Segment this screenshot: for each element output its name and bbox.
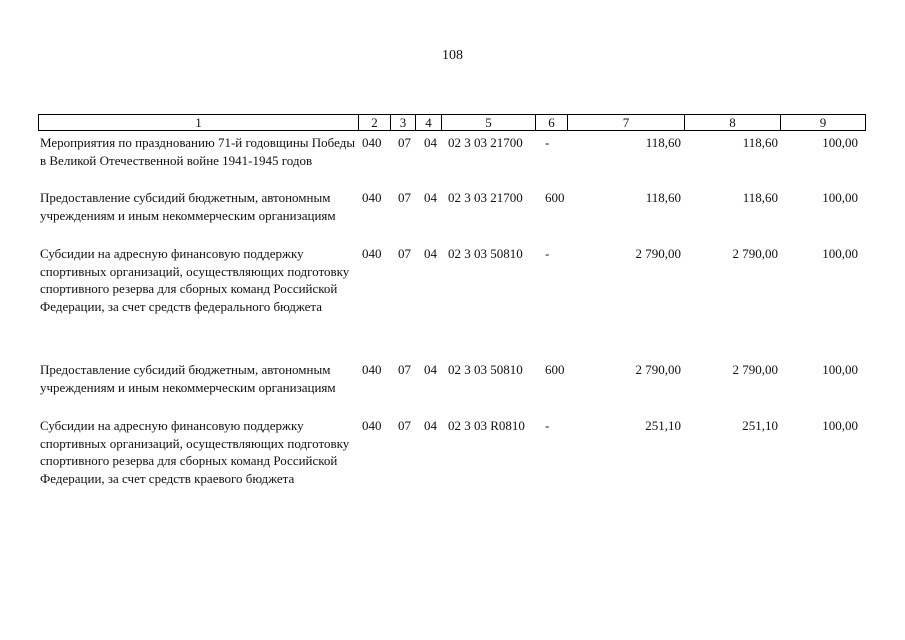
cell-col-6: 600 (545, 362, 565, 377)
header-col-9: 9 (780, 114, 866, 131)
header-col-4: 4 (415, 114, 442, 131)
row-name: Субсидии на адресную финансовую поддержку спортивных организаций, осуществляющих подготовку спортивного резерва для сборных команд Российской Федерации, за счет средств краевого бюджета (40, 418, 350, 486)
cell-col-6: - (545, 246, 550, 261)
cell-col-7: 2 790,00 (635, 246, 681, 261)
row-name: Предоставление субсидий бюджетным, автономным учреждениям и иным некоммерческим организациям (40, 190, 336, 223)
cell-col-5: 02 3 03 21700 (448, 190, 523, 205)
cell-col-9: 100,00 (822, 135, 858, 150)
cell-col-3: 07 (398, 418, 411, 433)
cell-col-2: 040 (362, 190, 382, 205)
header-col-2: 2 (358, 114, 391, 131)
header-col-6: 6 (535, 114, 568, 131)
cell-col-6: - (545, 135, 550, 150)
page-number: 108 (442, 48, 463, 63)
cell-col-8: 118,60 (742, 135, 778, 150)
cell-col-2: 040 (362, 246, 382, 261)
table-header (38, 114, 866, 131)
cell-col-2: 040 (362, 418, 382, 433)
cell-col-8: 2 790,00 (732, 362, 778, 377)
header-col-3: 3 (390, 114, 416, 131)
cell-col-4: 04 (424, 190, 437, 205)
cell-col-7: 251,10 (645, 418, 681, 433)
header-col-8: 8 (684, 114, 781, 131)
cell-col-8: 2 790,00 (732, 246, 778, 261)
cell-col-7: 2 790,00 (635, 362, 681, 377)
row-name: Предоставление субсидий бюджетным, автономным учреждениям и иным некоммерческим организациям (40, 362, 336, 395)
cell-col-5: 02 3 03 50810 (448, 362, 523, 377)
row-name: Мероприятия по празднованию 71-й годовщины Победы в Великой Отечественной войне 1941-1945 годов (40, 135, 356, 168)
cell-col-5: 02 3 03 50810 (448, 246, 523, 261)
cell-col-7: 118,60 (645, 135, 681, 150)
cell-col-4: 04 (424, 362, 437, 377)
cell-col-2: 040 (362, 135, 382, 150)
cell-col-6: - (545, 418, 550, 433)
cell-col-4: 04 (424, 135, 437, 150)
cell-col-4: 04 (424, 246, 437, 261)
cell-col-4: 04 (424, 418, 437, 433)
header-col-1: 1 (38, 114, 359, 131)
cell-col-8: 251,10 (742, 418, 778, 433)
cell-col-9: 100,00 (822, 362, 858, 377)
cell-col-5: 02 3 03 21700 (448, 135, 523, 150)
header-col-7: 7 (567, 114, 685, 131)
cell-col-9: 100,00 (822, 418, 858, 433)
cell-col-3: 07 (398, 362, 411, 377)
cell-col-9: 100,00 (822, 190, 858, 205)
header-col-5: 5 (441, 114, 536, 131)
cell-col-5: 02 3 03 R0810 (448, 418, 525, 433)
cell-col-3: 07 (398, 135, 411, 150)
cell-col-8: 118,60 (742, 190, 778, 205)
cell-col-2: 040 (362, 362, 382, 377)
row-name: Субсидии на адресную финансовую поддержку спортивных организаций, осуществляющих подготовку спортивного резерва для сборных команд Российской Федерации, за счет средств федерального бюджета (40, 246, 350, 314)
cell-col-3: 07 (398, 246, 411, 261)
cell-col-6: 600 (545, 190, 565, 205)
cell-col-7: 118,60 (645, 190, 681, 205)
cell-col-3: 07 (398, 190, 411, 205)
cell-col-9: 100,00 (822, 246, 858, 261)
